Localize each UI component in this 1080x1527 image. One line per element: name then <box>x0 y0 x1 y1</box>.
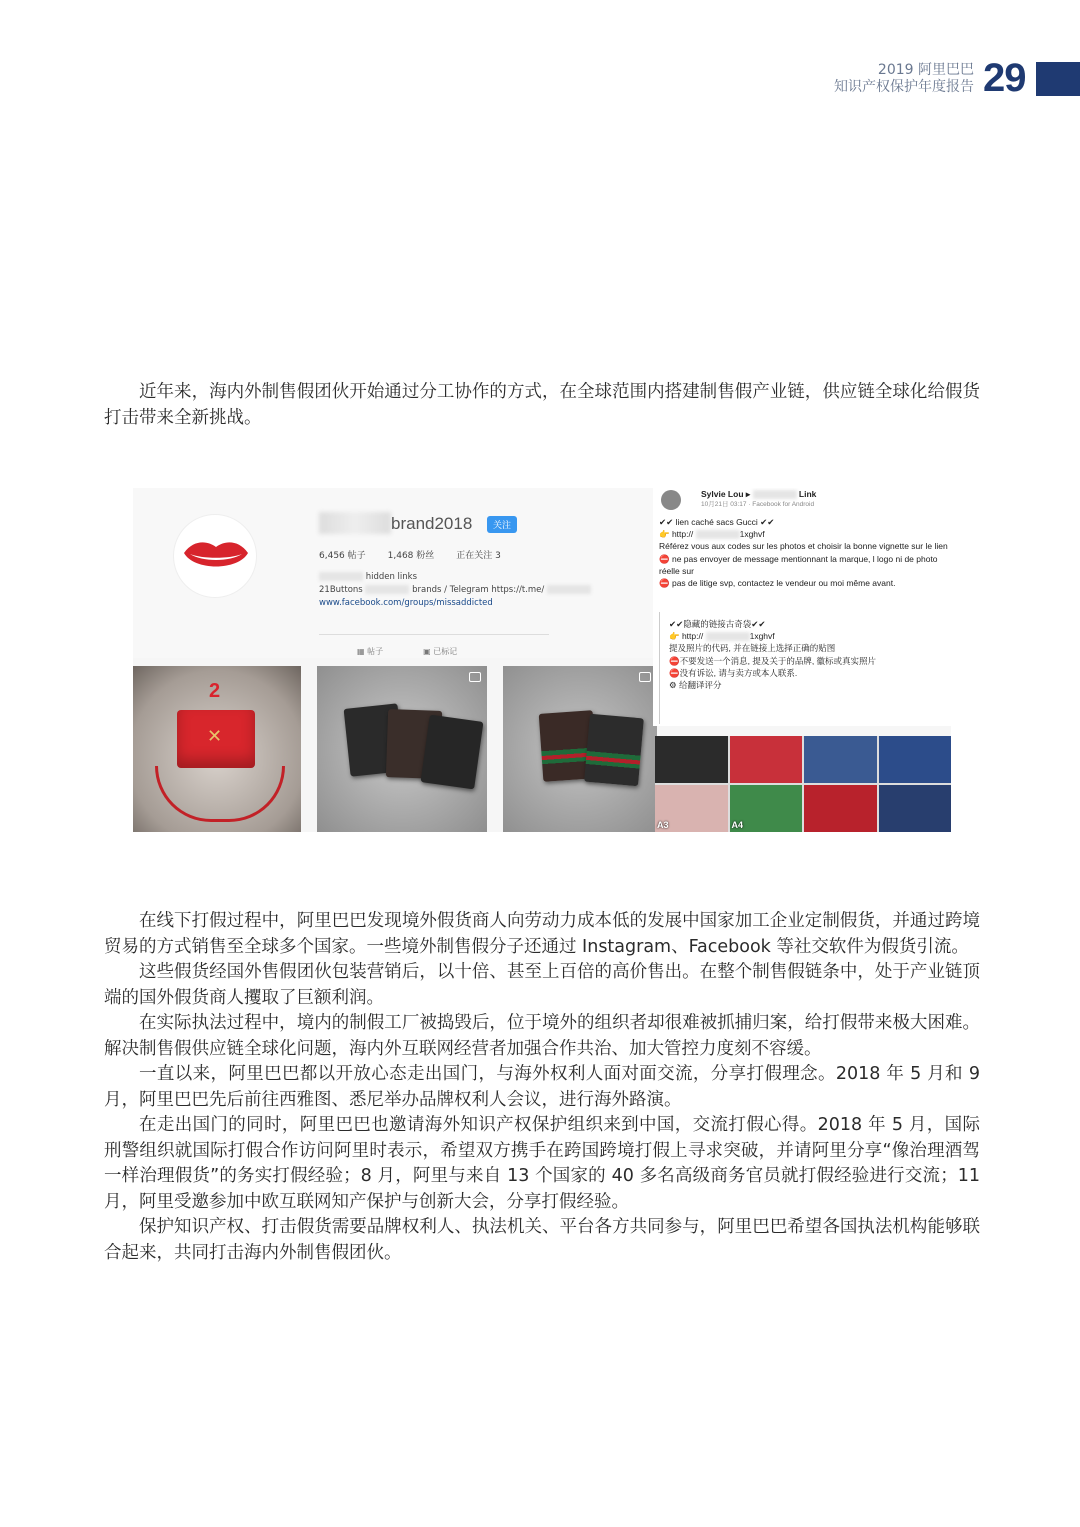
username-blur <box>319 512 391 534</box>
posts-count: 6,456 帖子 <box>319 551 366 561</box>
fb-url-suffix: 1xghvf <box>739 529 765 540</box>
paragraph: 这些假货经国外售假团伙包装营销后，以十倍、甚至上百倍的高价售出。在整个制售假链条中，处于产业链顶端的国外假货商人攫取了巨额利润。 <box>104 962 980 1008</box>
fb-author-name: Sylvie Lou ▸ <box>701 489 751 499</box>
blur-chip <box>696 530 740 539</box>
header-accent-bar <box>1036 62 1080 96</box>
profile-stats <box>319 548 501 561</box>
no-entry-icon: ⛔ <box>659 553 670 564</box>
paragraph: 在线下打假过程中，阿里巴巴发现境外假货商人向劳动力成本低的发展中国家加工企业定制假货，并通过跨境贸易的方式销售至全球多个国家。一些境外制售假分子还通过 Instagram、Facebook 等社交软件为假货引流。 <box>104 911 980 957</box>
blur-chip <box>365 585 409 594</box>
bio-link: www.facebook.com/groups/missaddicted <box>319 598 493 608</box>
paragraph: 在走出国门的同时，阿里巴巴也邀请海外知识产权保护组织来到中国，交流打假心得。2018 年 5 月，国际刑警组织就国际打假合作访问阿里时表示，希望双方携手在跨国跨境打假上寻求突破，并请阿里分享“像治理酒驾一样治理假货”的务实打假经验；8 月，阿里与来自 13 个国家的 40 多名高级商务官员就打假经验进行交流；11 月，阿里受邀参加中欧互联网知产保护与创新大会，分享打假经验。 <box>104 1115 980 1212</box>
grid-label: A4 <box>731 820 744 830</box>
grid-label: A3 <box>657 820 669 830</box>
fb-line <box>659 528 949 540</box>
fb-photo-grid <box>655 736 951 832</box>
instagram-profile-screenshot <box>133 488 653 658</box>
report-subtitle: 知识产权保护年度报告 <box>834 79 974 95</box>
grid-photo <box>879 785 952 832</box>
paragraph: 一直以来，阿里巴巴都以开放心态走出国门，与海外权利人面对面交流，分享打假理念。2018 年 5 月和 9 月，阿里巴巴先后前往西雅图、悉尼举办品牌权利人会议，进行海外路演。 <box>104 1064 980 1110</box>
thumb-number-badge: 2 <box>209 680 221 702</box>
fb-line: Référez vous aux codes sur les photos et choisir la bonne vignette sur le lien <box>659 541 948 552</box>
grid-photo <box>804 736 877 783</box>
report-header <box>834 62 974 96</box>
grid-photo <box>879 736 952 783</box>
fb-avatar <box>661 490 681 510</box>
fb-line-text: 不要发送一个消息, 提及关于的品牌, 徽标或真实照片 <box>679 655 877 666</box>
tab-posts: ▦ 帖子 <box>357 647 384 656</box>
fb-post-translation <box>669 618 949 691</box>
followers-count: 1,468 粉丝 <box>387 551 435 561</box>
fb-url-suffix: 1xghvf <box>749 631 775 642</box>
camera-icon <box>469 672 481 682</box>
intro-paragraph: 近年来，海内外制售假团伙开始通过分工协作的方式，在全球范围内搭建制售假产业链，供应链全球化给假货打击带来全新挑战。 <box>104 382 980 428</box>
wallet-image <box>421 715 484 790</box>
thumb-red-handbag <box>133 666 301 832</box>
profile-avatar <box>173 514 257 598</box>
tab-tagged-label: 已标记 <box>433 647 458 656</box>
facebook-post-screenshot <box>653 488 951 726</box>
fb-line <box>669 679 949 691</box>
fb-line <box>669 630 949 642</box>
blur-chip <box>753 490 797 499</box>
following-count: 正在关注 3 <box>456 551 501 561</box>
page-number: 29 <box>983 56 1026 100</box>
bio-line-2a: 21Buttons <box>319 585 363 595</box>
fb-post-french <box>659 516 949 589</box>
fb-line: 提及照片的代码, 并在链接上选择正确的贴图 <box>669 643 836 654</box>
fb-line <box>659 553 949 577</box>
fb-line-text: pas de litige svp, contactez le vendeur ou moi même avant. <box>671 578 896 589</box>
counterfeit-social-media-figure <box>133 488 951 832</box>
no-entry-icon: ⛔ <box>669 667 680 678</box>
rate-translation-link: 给翻译评分 <box>679 680 722 691</box>
tab-tagged: ▣ 已标记 <box>423 647 458 656</box>
bag-logo-icon: ✕ <box>207 726 223 747</box>
profile-bio <box>319 571 591 610</box>
fb-link-label: Link <box>798 489 817 499</box>
grid-photo <box>804 785 877 832</box>
grid-photo <box>655 785 728 832</box>
thumb-black-wallets <box>317 666 487 832</box>
fb-line <box>659 577 949 589</box>
fb-line-text: ne pas envoyer de message mentionnant la marque, l logo ni de photo réelle sur <box>659 553 938 576</box>
red-handbag-image <box>177 710 255 768</box>
gear-icon: ⚙ <box>669 680 677 691</box>
fb-line <box>669 655 949 667</box>
fb-url: 👉 http:// <box>659 529 694 540</box>
grid-photo <box>655 736 728 783</box>
tab-posts-label: 帖子 <box>367 647 384 656</box>
fb-line <box>669 667 949 679</box>
blur-chip <box>547 585 591 594</box>
grid-photo <box>730 736 803 783</box>
paragraph: 保护知识产权、打击假货需要品牌权利人、执法机关、平台各方共同参与，阿里巴巴希望各国执法机构能够联合起来，共同打击海内外制售假团伙。 <box>104 1217 980 1263</box>
fb-line: ✔✔ lien caché sacs Gucci ✔✔ <box>659 517 775 527</box>
thumb-striped-wallets <box>503 666 657 832</box>
fb-line: ✔✔隐藏的链接古奇袋✔✔ <box>669 619 766 629</box>
report-year-title: 2019 阿里巴巴 <box>877 62 974 78</box>
translation-divider <box>659 612 660 724</box>
profile-username: brand2018 <box>391 514 473 533</box>
blur-chip <box>319 572 363 581</box>
red-lips-logo-icon <box>182 537 250 575</box>
camera-icon <box>639 672 651 682</box>
fb-line-text: 没有诉讼, 请与卖方或本人联系. <box>679 667 798 678</box>
paragraph: 在实际执法过程中，境内的制假工厂被捣毁后，位于境外的组织者却很难被抓捕归案，给打假带来极大困难。解决制售假供应链全球化问题，海内外互联网经营者加强合作共治、加大管控力度刻不容缓。 <box>104 1013 980 1059</box>
wallet-image <box>584 714 644 786</box>
bio-line-2b: brands / Telegram https://t.me/ <box>412 585 545 595</box>
no-entry-icon: ⛔ <box>659 578 670 589</box>
no-entry-icon: ⛔ <box>669 655 680 666</box>
body-text <box>104 909 980 1266</box>
bag-strap <box>155 766 285 822</box>
tabs-divider <box>319 634 549 635</box>
fb-date: 10月21日 03:17 · Facebook for Android <box>701 501 815 508</box>
blur-chip <box>706 632 750 641</box>
profile-tabs <box>357 646 457 657</box>
grid-photo <box>730 785 803 832</box>
bio-line-1: hidden links <box>365 572 418 582</box>
fb-url: 👉 http:// <box>669 631 704 642</box>
follow-button: 关注 <box>487 516 517 533</box>
